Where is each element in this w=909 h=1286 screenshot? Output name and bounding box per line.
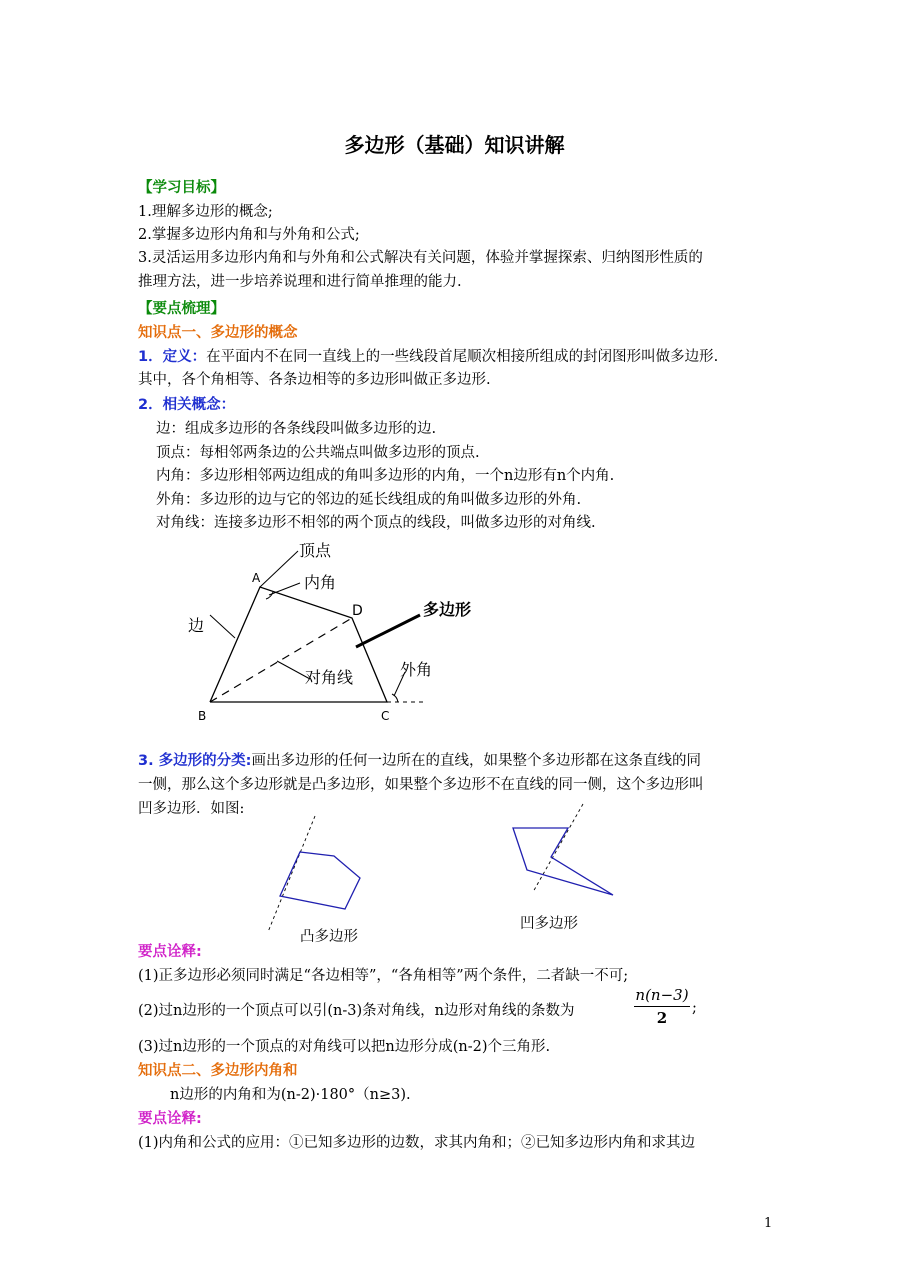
keypoints-heading: 【要点梳理】 <box>138 301 225 317</box>
exterior-term-label: 外角 <box>400 660 433 679</box>
definition-label: 1．定义： <box>138 349 207 365</box>
diagonal-count-fraction <box>630 986 694 1027</box>
objective-item: 3.灵活运用多边形内角和与外角和公式解决有关问题，体验并掌握探索、归纳图形性质的 <box>138 250 703 266</box>
vertex-b-label: B <box>198 709 207 723</box>
classification-line-1 <box>138 749 701 770</box>
page-title: 多边形（基础）知识讲解 <box>344 133 565 157</box>
kp1-heading: 知识点一、多边形的概念 <box>138 325 298 341</box>
definition-text: 在平面内不在同一直线上的一些线段首尾顺次相接所组成的封闭图形叫做多边形. <box>206 349 719 365</box>
fraction-denominator: 2 <box>656 1009 668 1027</box>
kp2-note-item: (1)内角和公式的应用：①已知多边形的边数，求其内角和；②已知多边形内角和求其边 <box>138 1135 696 1151</box>
objectives-heading: 【学习目标】 <box>138 180 225 196</box>
polygon-term-label: 多边形 <box>423 600 472 619</box>
note-item: (1)正多边形必须同时满足“各边相等”，“各角相等”两个条件，二者缺一不可; <box>138 968 629 984</box>
note-suffix: ; <box>692 1000 697 1016</box>
related-concepts-label: 2．相关概念： <box>138 397 236 413</box>
exterior-angle-arc <box>392 694 398 702</box>
convex-polygon-figure <box>260 812 375 937</box>
definition-line <box>138 345 718 366</box>
diagonal-term-label: 对角线 <box>305 668 354 687</box>
vertex-term-label: 顶点 <box>299 541 332 560</box>
kp2-notes-heading: 要点诠释: <box>138 1111 202 1127</box>
interior-term-label: 内角 <box>304 573 337 592</box>
vertex-d-label: D <box>352 603 363 619</box>
classification-line-2: 一侧，那么这个多边形就是凸多边形，如果整个多边形不在直线的同一侧，这个多边形叫 <box>138 777 704 793</box>
polygon-concepts-figure <box>180 535 490 730</box>
objective-item: 1.理解多边形的概念; <box>138 204 273 220</box>
objective-item: 2.掌握多边形内角和与外角和公式; <box>138 227 360 243</box>
dashed-side-line <box>268 816 315 932</box>
note-item: (3)过n边形的一个顶点的对角线可以把n边形分成(n-2)个三角形. <box>138 1039 551 1055</box>
related-item: 对角线：连接多边形不相邻的两个顶点的线段，叫做多边形的对角线. <box>156 515 596 531</box>
concave-label: 凹多边形 <box>520 916 578 932</box>
note-item: (2)过n边形的一个顶点可以引(n-3)条对角线，n边形对角线的条数为 <box>138 1003 575 1019</box>
vertex-c-label: C <box>381 709 390 723</box>
concave-polygon <box>513 828 613 895</box>
classification-line-3: 凹多边形．如图: <box>138 801 245 817</box>
interior-angle-arc <box>266 592 273 599</box>
related-item: 内角：多边形相邻两边组成的角叫多边形的内角，一个n边形有n个内角. <box>156 468 615 484</box>
polygon-pointer-arrow <box>356 615 420 647</box>
diagonal-line <box>210 618 352 702</box>
page-number: 1 <box>764 1216 773 1231</box>
fraction-numerator: n(n−3) <box>635 986 689 1004</box>
classification-label: 3. 多边形的分类: <box>138 753 252 769</box>
interior-pointer <box>269 583 300 595</box>
convex-pentagon <box>280 852 360 909</box>
side-pointer <box>210 615 235 638</box>
side-term-label: 边 <box>188 616 205 635</box>
classification-text: 画出多边形的任何一边所在的直线，如果整个多边形都在这条直线的同 <box>251 753 701 769</box>
kp2-heading: 知识点二、多边形内角和 <box>138 1063 298 1079</box>
vertex-pointer <box>260 551 298 587</box>
related-item: 外角：多边形的边与它的邻边的延长线组成的角叫做多边形的外角. <box>156 492 582 508</box>
related-item: 顶点：每相邻两条边的公共端点叫做多边形的顶点. <box>156 445 480 461</box>
concave-polygon-figure <box>505 800 620 905</box>
objective-item: 推理方法，进一步培养说理和进行简单推理的能力. <box>138 274 462 290</box>
definition-text-2: 其中，各个角相等、各条边相等的多边形叫做正多边形. <box>138 372 491 388</box>
interior-sum-text: n边形的内角和为(n-2)·180°（n≥3). <box>170 1087 411 1103</box>
related-item: 边：组成多边形的各条线段叫做多边形的边. <box>156 421 437 437</box>
convex-label: 凸多边形 <box>300 929 358 945</box>
vertex-a-label: A <box>252 571 261 585</box>
notes-heading: 要点诠释: <box>138 944 202 960</box>
